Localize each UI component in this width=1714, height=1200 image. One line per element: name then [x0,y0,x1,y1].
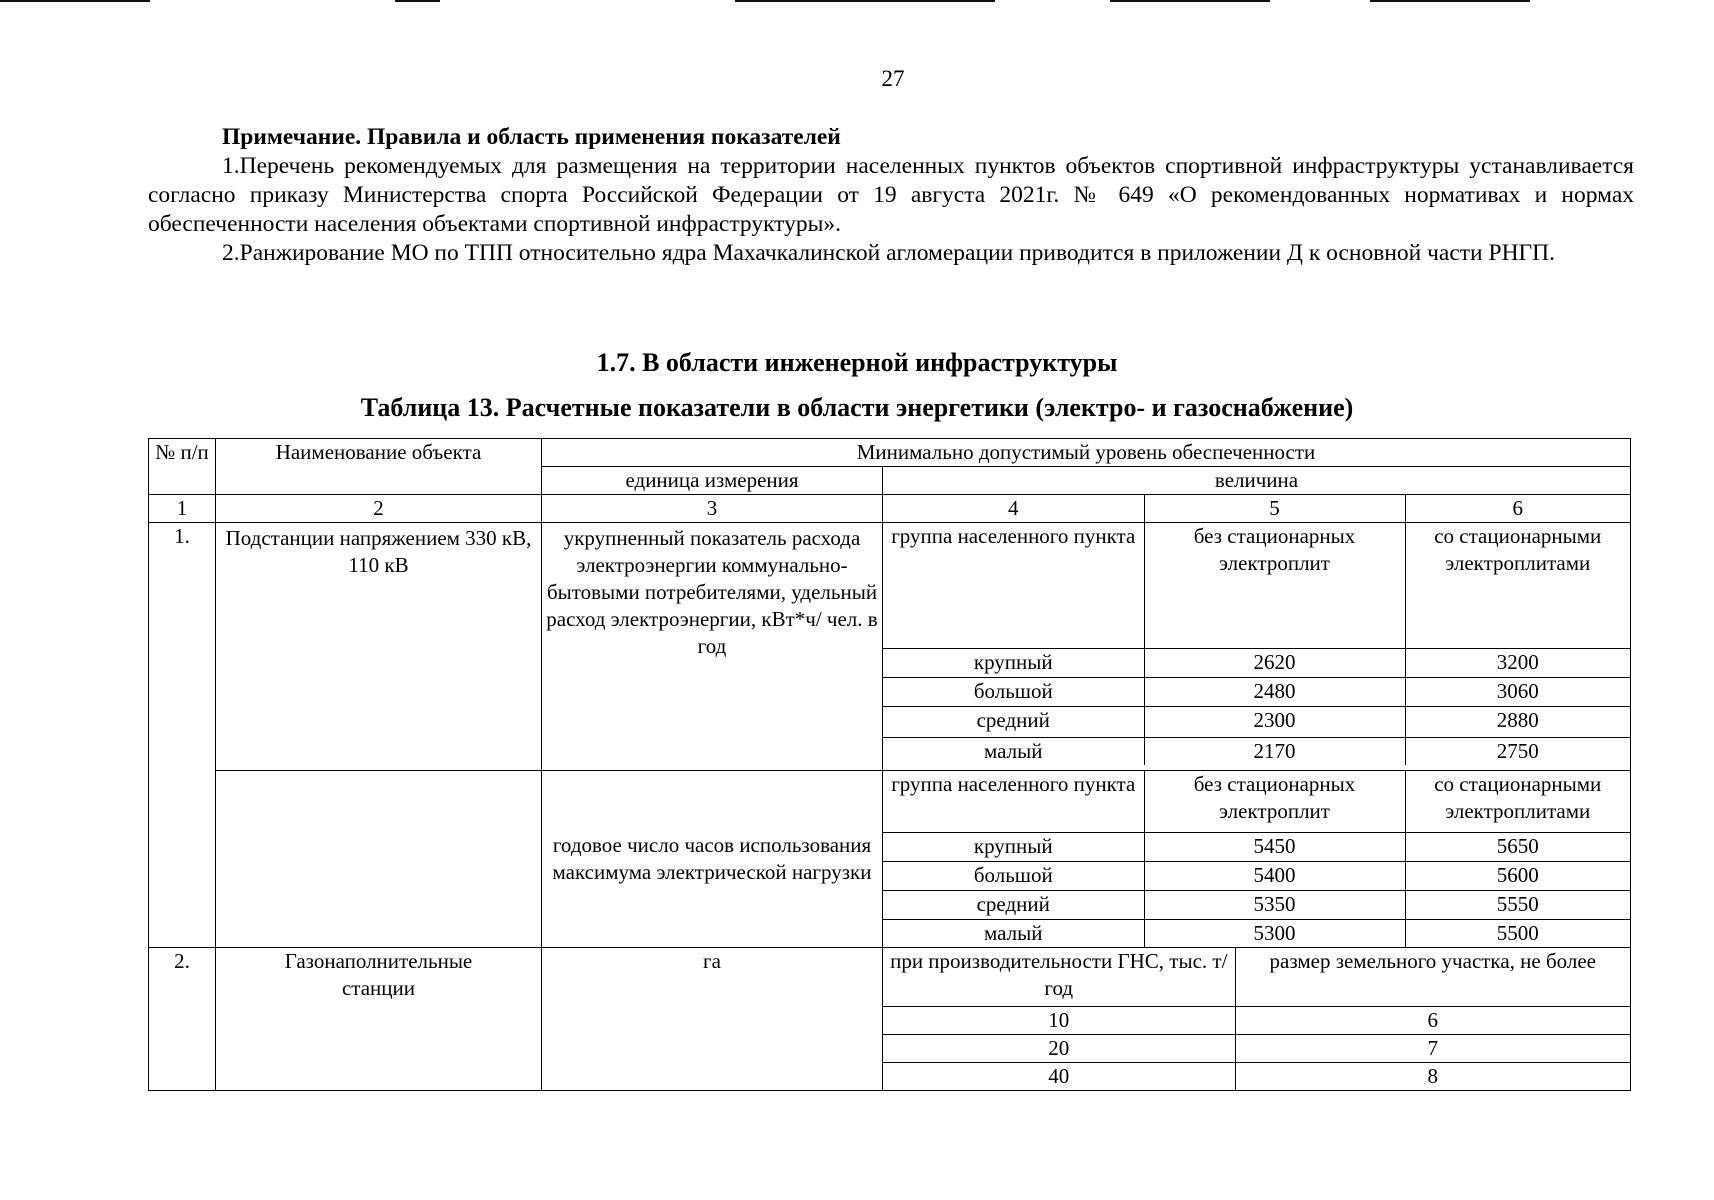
col-number: 3 [542,495,883,523]
row-name: Газонаполнительные станции [216,948,542,1091]
value-cell: 5650 [1405,832,1630,861]
note-block [148,123,1634,268]
note-item-1: 1.Перечень рекомендуемых для размещения на территории населенных пунктов объектов спортивной инфраструктуры устанавливается согласно приказу Министерства спорта Российской Федерации от 19 августа 2021г. № 649 «О рекомендованных нормативах и нормах обеспеченности населения объектами спортивной инфраструктуры». [148,153,1634,237]
value-cell: 8 [1235,1062,1630,1090]
value-cell: 5300 [1144,919,1405,947]
col-number: 4 [883,495,1144,522]
scan-edge-artifact [0,0,150,2]
row-num: 1. [149,523,216,948]
subheader-group: группа населенного пункта [883,771,1144,832]
header-value: величина [883,467,1631,495]
row-name-empty [216,771,542,948]
value-cell: 20 [883,1034,1235,1062]
subtable-row [883,1006,1630,1034]
subtable-header-row [883,771,1630,832]
col-number: 6 [1405,495,1630,522]
subtable-row [883,737,1630,765]
subtable-row [883,919,1630,947]
value-cell: 5600 [1405,861,1630,890]
subtable-row [883,677,1630,706]
table-title: Таблица 13. Расчетные показатели в области энергетики (электро- и газоснабжение) [360,393,1354,422]
value-cell: 5350 [1144,890,1405,919]
value-cell: 2750 [1405,737,1630,765]
group-cell: крупный [883,648,1144,677]
row-unit: укрупненный показатель расхода электроэнергии коммунально-бытовыми потребителями, удельный расход электроэнергии, кВт*ч/ чел. в год [542,523,883,771]
subtable-row [883,706,1630,737]
header-name: Наименование объекта [216,439,542,495]
table-row [149,948,1631,1091]
subtable-row [883,648,1630,677]
group-cell: средний [883,890,1144,919]
page-number: 27 [881,66,905,91]
row-unit: га [542,948,883,1091]
col-number: 2 [216,495,542,523]
subtable-header-row [883,948,1630,1006]
group-cell: крупный [883,832,1144,861]
value-cell: 2170 [1144,737,1405,765]
table-header-row [149,439,1631,467]
subheader-no-stoves: без стационарных электроплит [1144,523,1405,648]
row-unit: годовое число часов использования максимума электрической нагрузки [542,771,883,948]
subtable-row [883,861,1630,890]
value-cell: 5550 [1405,890,1630,919]
group-cell: средний [883,706,1144,737]
value-cell: 5400 [1144,861,1405,890]
note-item-2: 2.Ранжирование МО по ТПП относительно ядра Махачкалинской агломерации приводится в приложении Д к основной части РНГП. [222,240,1555,266]
value-cell: 5450 [1144,832,1405,861]
subtable-header-row [883,523,1630,648]
value-cell: 7 [1235,1034,1630,1062]
value-cell: 6 [1235,1006,1630,1034]
value-cell: 3060 [1405,677,1630,706]
subtable-row [883,832,1630,861]
column-number-row [149,495,1631,523]
gas-station-subtable [883,948,1630,1090]
subheader-no-stoves: без стационарных электроплит [1144,771,1405,832]
value-cell: 5500 [1405,919,1630,947]
group-cell: малый [883,737,1144,765]
header-min-level: Минимально допустимый уровень обеспеченности [542,439,1631,467]
scan-edge-artifact [1370,0,1530,2]
table-row [149,523,1631,771]
row-name: Подстанции напряжением 330 кВ, 110 кВ [216,523,542,771]
subtable-row [883,1062,1630,1090]
group-cell: большой [883,861,1144,890]
col-number-subtable [883,495,1630,522]
subheader-group: группа населенного пункта [883,523,1144,648]
scan-edge-artifact [735,0,995,2]
value-cell: 3200 [1405,648,1630,677]
electric-consumption-subtable [883,523,1630,765]
note-title: Примечание. Правила и область применения показателей [222,124,841,150]
indicators-table [148,438,1631,1091]
subtable-row [883,1034,1630,1062]
subheader-with-stoves: со стационарными электроплитами [1405,523,1630,648]
col-number: 1 [149,495,216,523]
value-cell: 2300 [1144,706,1405,737]
value-cell: 40 [883,1062,1235,1090]
group-cell: большой [883,677,1144,706]
row-num: 2. [149,948,216,1091]
value-cell: 2620 [1144,648,1405,677]
value-cell: 10 [883,1006,1235,1034]
subheader-capacity: при производительности ГНС, тыс. т/год [883,948,1235,1006]
header-num: № п/п [149,439,216,495]
table-row [149,771,1631,948]
section-title: 1.7. В области инженерной инфраструктуры [596,348,1118,377]
scan-edge-artifact [395,0,440,2]
value-cell: 2480 [1144,677,1405,706]
scan-edge-artifact [1110,0,1270,2]
value-cell: 2880 [1405,706,1630,737]
max-load-hours-subtable [883,771,1630,947]
col-number: 5 [1144,495,1405,522]
subtable-row [883,890,1630,919]
subheader-land-size: размер земельного участка, не более [1235,948,1630,1006]
header-unit: единица измерения [542,467,883,495]
group-cell: малый [883,919,1144,947]
subheader-with-stoves: со стационарными электроплитами [1405,771,1630,832]
